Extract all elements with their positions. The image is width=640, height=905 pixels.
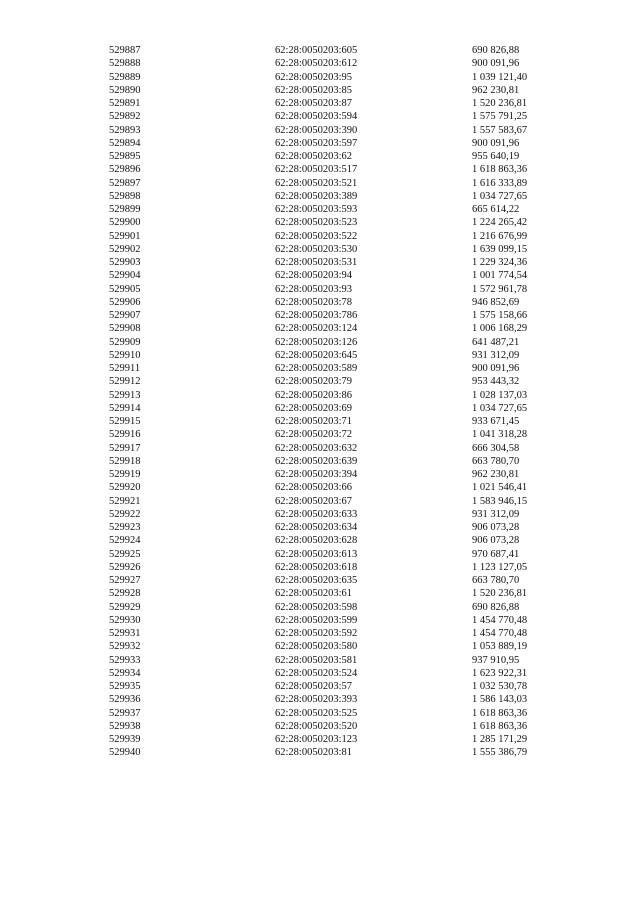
cadastral-number-cell: 62:28:0050203:67 <box>275 495 353 507</box>
cadastral-value-cell: 931 312,09 <box>472 508 520 520</box>
table-row <box>109 574 549 587</box>
cadastral-number-cell: 62:28:0050203:95 <box>275 71 353 83</box>
table-row <box>109 124 549 137</box>
table-row <box>109 680 549 693</box>
row-id-cell: 529930 <box>109 614 141 626</box>
table-row <box>109 707 549 720</box>
table-row <box>109 614 549 627</box>
cadastral-number-cell: 62:28:0050203:66 <box>275 482 353 494</box>
row-id-cell: 529926 <box>109 561 141 573</box>
cadastral-value-cell: 1 623 922,31 <box>472 667 528 679</box>
cadastral-number-cell: 62:28:0050203:94 <box>275 270 353 282</box>
cadastral-value-cell: 962 230,81 <box>472 469 520 480</box>
table-row <box>109 110 549 123</box>
table-row <box>109 415 549 428</box>
cadastral-number-cell: 62:28:0050203:597 <box>275 137 358 149</box>
row-id-cell: 529912 <box>109 376 141 388</box>
table-row <box>109 322 549 335</box>
cadastral-value-cell: 1 224 265,42 <box>472 217 528 229</box>
cadastral-value-cell: 906 073,28 <box>472 522 520 533</box>
cadastral-value-cell: 1 039 121,40 <box>472 71 528 83</box>
cadastral-value-cell: 665 614,22 <box>472 204 520 215</box>
row-id-cell: 529915 <box>109 416 141 427</box>
cadastral-value-cell: 1 028 137,03 <box>472 389 528 401</box>
cadastral-value-cell: 1 572 961,78 <box>472 283 528 295</box>
row-id-cell: 529933 <box>109 654 141 666</box>
cadastral-number-cell: 62:28:0050203:530 <box>275 243 358 255</box>
cadastral-value-cell: 900 091,96 <box>472 363 520 374</box>
cadastral-value-cell: 1 520 236,81 <box>472 588 528 600</box>
cadastral-value-cell: 1 520 236,81 <box>472 98 528 109</box>
row-id-cell: 529908 <box>109 323 141 335</box>
cadastral-number-cell: 62:28:0050203:87 <box>275 98 353 109</box>
row-id-cell: 529902 <box>109 243 141 255</box>
cadastral-value-cell: 953 443,32 <box>472 376 520 388</box>
cadastral-value-cell: 1 053 889,19 <box>472 641 528 653</box>
table-row <box>109 97 549 110</box>
table-row <box>109 243 549 256</box>
row-id-cell: 529901 <box>109 230 141 242</box>
cadastral-number-cell: 62:28:0050203:634 <box>275 522 358 533</box>
cadastral-number-cell: 62:28:0050203:599 <box>275 614 358 626</box>
cadastral-value-cell: 1 616 333,89 <box>472 177 528 189</box>
cadastral-number-cell: 62:28:0050203:393 <box>275 694 358 706</box>
row-id-cell: 529910 <box>109 349 141 361</box>
cadastral-value-cell: 900 091,96 <box>472 137 520 149</box>
table-row <box>109 190 549 203</box>
row-id-cell: 529927 <box>109 575 141 586</box>
table-row <box>109 733 549 746</box>
cadastral-value-cell: 1 001 774,54 <box>472 270 528 282</box>
table-row <box>109 150 549 163</box>
cadastral-number-cell: 62:28:0050203:594 <box>275 111 358 123</box>
cadastral-number-cell: 62:28:0050203:524 <box>275 667 358 679</box>
table-row <box>109 269 549 282</box>
row-id-cell: 529914 <box>109 402 141 414</box>
table-row <box>109 693 549 706</box>
cadastral-number-cell: 62:28:0050203:525 <box>275 707 358 719</box>
cadastral-value-cell: 666 304,58 <box>472 442 520 454</box>
cadastral-number-cell: 62:28:0050203:390 <box>275 124 358 136</box>
table-row <box>109 442 549 455</box>
table-row <box>109 362 549 375</box>
cadastral-value-cell: 1 618 863,36 <box>472 164 528 176</box>
row-id-cell: 529937 <box>109 707 141 719</box>
cadastral-value-cell: 1 454 770,48 <box>472 614 528 626</box>
cadastral-value-cell: 1 575 791,25 <box>472 111 528 123</box>
row-id-cell: 529922 <box>109 508 141 520</box>
table-row <box>109 349 549 362</box>
cadastral-value-cell: 1 575 158,66 <box>472 310 528 321</box>
cadastral-number-cell: 62:28:0050203:635 <box>275 575 358 586</box>
row-id-cell: 529906 <box>109 296 141 308</box>
cadastral-number-cell: 62:28:0050203:389 <box>275 190 358 202</box>
row-id-cell: 529892 <box>109 111 141 123</box>
table-row <box>109 309 549 322</box>
row-id-cell: 529940 <box>109 747 141 759</box>
row-id-cell: 529925 <box>109 548 141 560</box>
table-row <box>109 495 549 508</box>
cadastral-number-cell: 62:28:0050203:517 <box>275 164 358 176</box>
cadastral-value-cell: 1 586 143,03 <box>472 694 528 706</box>
row-id-cell: 529890 <box>109 84 141 96</box>
table-row <box>109 667 549 680</box>
cadastral-number-cell: 62:28:0050203:520 <box>275 720 358 732</box>
cadastral-number-cell: 62:28:0050203:123 <box>275 734 358 745</box>
cadastral-number-cell: 62:28:0050203:613 <box>275 548 358 560</box>
cadastral-value-cell: 1 583 946,15 <box>472 495 528 507</box>
cadastral-value-table <box>109 44 549 760</box>
cadastral-number-cell: 62:28:0050203:589 <box>275 363 358 374</box>
table-row <box>109 521 549 534</box>
row-id-cell: 529928 <box>109 588 141 600</box>
cadastral-number-cell: 62:28:0050203:522 <box>275 230 358 242</box>
cadastral-number-cell: 62:28:0050203:523 <box>275 217 358 229</box>
table-row <box>109 654 549 667</box>
table-row <box>109 468 549 481</box>
cadastral-value-cell: 1 041 318,28 <box>472 429 528 441</box>
row-id-cell: 529921 <box>109 495 141 507</box>
cadastral-number-cell: 62:28:0050203:57 <box>275 681 353 692</box>
cadastral-number-cell: 62:28:0050203:633 <box>275 508 358 520</box>
row-id-cell: 529907 <box>109 310 141 321</box>
cadastral-number-cell: 62:28:0050203:605 <box>275 45 358 56</box>
table-row <box>109 720 549 733</box>
cadastral-value-cell: 933 671,45 <box>472 416 520 427</box>
table-row <box>109 296 549 309</box>
cadastral-value-cell: 931 312,09 <box>472 349 520 361</box>
cadastral-value-cell: 1 618 863,36 <box>472 720 528 732</box>
cadastral-value-cell: 1 021 546,41 <box>472 482 528 494</box>
row-id-cell: 529920 <box>109 482 141 494</box>
cadastral-number-cell: 62:28:0050203:85 <box>275 84 353 96</box>
row-id-cell: 529887 <box>109 45 141 56</box>
table-row <box>109 84 549 97</box>
cadastral-value-cell: 955 640,19 <box>472 151 520 162</box>
cadastral-number-cell: 62:28:0050203:86 <box>275 389 353 401</box>
table-row <box>109 402 549 415</box>
row-id-cell: 529934 <box>109 667 141 679</box>
row-id-cell: 529903 <box>109 257 141 268</box>
table-row <box>109 548 549 561</box>
row-id-cell: 529889 <box>109 71 141 83</box>
cadastral-number-cell: 62:28:0050203:81 <box>275 747 353 759</box>
cadastral-number-cell: 62:28:0050203:93 <box>275 283 353 295</box>
cadastral-number-cell: 62:28:0050203:79 <box>275 376 353 388</box>
table-row <box>109 216 549 229</box>
cadastral-value-cell: 663 780,70 <box>472 575 520 586</box>
table-row <box>109 601 549 614</box>
cadastral-number-cell: 62:28:0050203:618 <box>275 561 358 573</box>
cadastral-value-cell: 1 032 530,78 <box>472 681 528 692</box>
table-row <box>109 587 549 600</box>
cadastral-value-cell: 1 034 727,65 <box>472 402 528 414</box>
cadastral-value-cell: 690 826,88 <box>472 601 520 613</box>
cadastral-number-cell: 62:28:0050203:593 <box>275 204 358 215</box>
cadastral-number-cell: 62:28:0050203:786 <box>275 310 358 321</box>
row-id-cell: 529938 <box>109 720 141 732</box>
row-id-cell: 529900 <box>109 217 141 229</box>
cadastral-number-cell: 62:28:0050203:581 <box>275 654 358 666</box>
table-row <box>109 71 549 84</box>
row-id-cell: 529917 <box>109 442 141 454</box>
table-row <box>109 256 549 269</box>
cadastral-number-cell: 62:28:0050203:531 <box>275 257 358 268</box>
cadastral-value-cell: 663 780,70 <box>472 455 520 467</box>
row-id-cell: 529899 <box>109 204 141 215</box>
row-id-cell: 529896 <box>109 164 141 176</box>
cadastral-value-cell: 937 910,95 <box>472 654 520 666</box>
cadastral-value-cell: 1 557 583,67 <box>472 124 528 136</box>
cadastral-number-cell: 62:28:0050203:598 <box>275 601 358 613</box>
table-row <box>109 746 549 759</box>
table-row <box>109 57 549 70</box>
row-id-cell: 529929 <box>109 601 141 613</box>
cadastral-number-cell: 62:28:0050203:78 <box>275 296 353 308</box>
row-id-cell: 529898 <box>109 190 141 202</box>
table-row <box>109 508 549 521</box>
table-row <box>109 203 549 216</box>
row-id-cell: 529895 <box>109 151 141 162</box>
cadastral-number-cell: 62:28:0050203:632 <box>275 442 358 454</box>
cadastral-value-cell: 900 091,96 <box>472 58 520 70</box>
cadastral-number-cell: 62:28:0050203:126 <box>275 336 358 348</box>
row-id-cell: 529936 <box>109 694 141 706</box>
table-row <box>109 481 549 494</box>
table-row <box>109 137 549 150</box>
row-id-cell: 529888 <box>109 58 141 70</box>
row-id-cell: 529891 <box>109 98 141 109</box>
cadastral-value-cell: 1 123 127,05 <box>472 561 528 573</box>
cadastral-value-cell: 1 006 168,29 <box>472 323 528 335</box>
row-id-cell: 529923 <box>109 522 141 533</box>
cadastral-number-cell: 62:28:0050203:61 <box>275 588 353 600</box>
row-id-cell: 529935 <box>109 681 141 692</box>
cadastral-number-cell: 62:28:0050203:69 <box>275 402 353 414</box>
table-row <box>109 627 549 640</box>
row-id-cell: 529905 <box>109 283 141 295</box>
cadastral-value-cell: 1 639 099,15 <box>472 243 528 255</box>
table-row <box>109 640 549 653</box>
table-row <box>109 44 549 57</box>
table-row <box>109 336 549 349</box>
row-id-cell: 529897 <box>109 177 141 189</box>
cadastral-number-cell: 62:28:0050203:592 <box>275 628 358 639</box>
cadastral-value-cell: 946 852,69 <box>472 296 520 308</box>
cadastral-value-cell: 641 487,21 <box>472 336 520 348</box>
table-row <box>109 389 549 402</box>
table-row <box>109 534 549 547</box>
table-row <box>109 230 549 243</box>
table-row <box>109 375 549 388</box>
cadastral-value-cell: 1 034 727,65 <box>472 190 528 202</box>
row-id-cell: 529904 <box>109 270 141 282</box>
cadastral-number-cell: 62:28:0050203:124 <box>275 323 358 335</box>
row-id-cell: 529894 <box>109 137 141 149</box>
table-row <box>109 283 549 296</box>
table-row <box>109 455 549 468</box>
table-row <box>109 561 549 574</box>
row-id-cell: 529919 <box>109 469 141 480</box>
cadastral-value-cell: 1 229 324,36 <box>472 257 528 268</box>
cadastral-number-cell: 62:28:0050203:580 <box>275 641 358 653</box>
table-row <box>109 163 549 176</box>
cadastral-value-cell: 1 454 770,48 <box>472 628 528 639</box>
row-id-cell: 529931 <box>109 628 141 639</box>
row-id-cell: 529909 <box>109 336 141 348</box>
cadastral-number-cell: 62:28:0050203:394 <box>275 469 358 480</box>
row-id-cell: 529924 <box>109 535 141 547</box>
cadastral-number-cell: 62:28:0050203:628 <box>275 535 358 547</box>
table-row <box>109 428 549 441</box>
cadastral-value-cell: 1 216 676,99 <box>472 230 528 242</box>
cadastral-value-cell: 1 285 171,29 <box>472 734 528 745</box>
cadastral-value-cell: 1 618 863,36 <box>472 707 528 719</box>
row-id-cell: 529918 <box>109 455 141 467</box>
row-id-cell: 529939 <box>109 734 141 745</box>
row-id-cell: 529911 <box>109 363 141 374</box>
cadastral-number-cell: 62:28:0050203:645 <box>275 349 358 361</box>
row-id-cell: 529916 <box>109 429 141 441</box>
row-id-cell: 529893 <box>109 124 141 136</box>
cadastral-number-cell: 62:28:0050203:612 <box>275 58 358 70</box>
cadastral-value-cell: 962 230,81 <box>472 84 520 96</box>
cadastral-number-cell: 62:28:0050203:72 <box>275 429 353 441</box>
row-id-cell: 529913 <box>109 389 141 401</box>
row-id-cell: 529932 <box>109 641 141 653</box>
cadastral-value-cell: 1 555 386,79 <box>472 747 528 759</box>
cadastral-number-cell: 62:28:0050203:71 <box>275 416 353 427</box>
cadastral-value-cell: 906 073,28 <box>472 535 520 547</box>
table-row <box>109 177 549 190</box>
cadastral-number-cell: 62:28:0050203:521 <box>275 177 358 189</box>
cadastral-value-cell: 970 687,41 <box>472 548 520 560</box>
cadastral-number-cell: 62:28:0050203:62 <box>275 151 353 162</box>
cadastral-number-cell: 62:28:0050203:639 <box>275 455 358 467</box>
cadastral-value-cell: 690 826,88 <box>472 45 520 56</box>
